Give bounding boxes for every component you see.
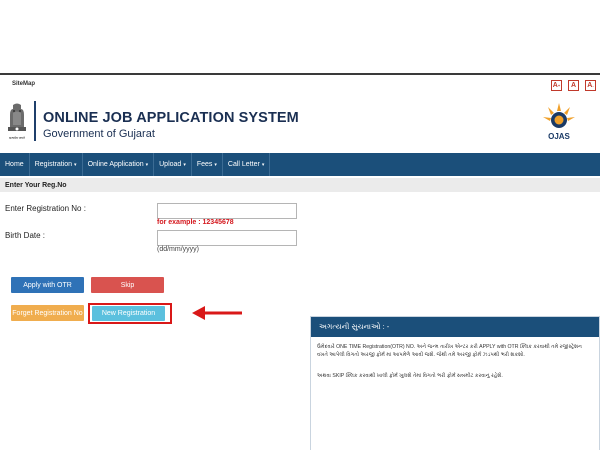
registration-no-label: Enter Registration No : [5, 204, 86, 213]
apply-with-otr-button[interactable]: Apply with OTR [11, 277, 84, 293]
national-emblem-icon [5, 101, 29, 145]
caret-down-icon: ▾ [261, 161, 265, 168]
font-decrease-sup: - [592, 82, 594, 88]
nav-call-letter[interactable] [223, 153, 270, 176]
top-border [0, 73, 600, 75]
nav-online-application-label: Online Application [87, 161, 144, 168]
font-normal-button[interactable] [568, 80, 579, 91]
font-normal-label: A [570, 82, 577, 89]
caret-down-icon: ▾ [214, 161, 217, 168]
notice-title: અગત્યની સુચનાઓ : - [311, 317, 599, 337]
main-navbar [0, 153, 600, 176]
nav-call-letter-label: Call Letter [227, 161, 260, 168]
nav-registration[interactable] [30, 153, 83, 176]
caret-down-icon: ▾ [74, 161, 77, 168]
site-subtitle: Government of Gujarat [43, 128, 155, 140]
nav-online-application[interactable] [83, 153, 155, 176]
nav-home-label: Home [5, 161, 24, 168]
font-size-controls [551, 80, 596, 91]
caret-down-icon: ▾ [145, 161, 149, 168]
new-registration-button[interactable]: New Registration [92, 306, 165, 321]
registration-example-text: for example : 12345678 [157, 219, 234, 226]
section-header: Enter Your Reg.No [0, 178, 600, 192]
forget-registration-button[interactable]: Forget Registration No [11, 305, 84, 321]
sitemap-link[interactable]: SiteMap [12, 81, 36, 87]
ojas-text: OJAS [548, 132, 570, 141]
registration-no-input[interactable] [157, 203, 297, 219]
nav-upload[interactable] [154, 153, 192, 176]
caret-down-icon: ▾ [183, 161, 186, 168]
arrow-left-icon [192, 306, 244, 320]
nav-registration-label: Registration [34, 161, 73, 168]
ojas-logo-icon [540, 101, 578, 143]
birth-date-label: Birth Date : [5, 231, 46, 240]
nav-fees-label: Fees [196, 161, 213, 168]
skip-button[interactable]: Skip [91, 277, 164, 293]
font-decrease-button[interactable] [585, 80, 596, 91]
notice-panel [310, 316, 600, 450]
notice-paragraph-1: ઉમેદવારે ONE TIME Registration(OTR) NO. અને જન્મ તારીખ એન્ટર કરી APPLY with OTR ક્લિક કરવાથી તમે રજીસ્ટ્રેશન વખતે આપેલી વિગતો અરજી ફોર્મ માં આપમેળે આવી જશે. જેથી તમે અરજી ફોર્મ ઝડપથી ભરી શકશો. [317, 344, 582, 358]
notice-paragraph-2: અથવા SKIP ક્લિક કરવાથી ખાલી ફોર્મ ખુલશે તેમાં વિગતો ભરી ફોર્મ સબમીટ કરવાનું રહેશે. [317, 373, 503, 379]
page-frame [0, 73, 600, 450]
nav-fees[interactable] [192, 153, 223, 176]
font-increase-label: A [552, 82, 558, 89]
site-title: ONLINE JOB APPLICATION SYSTEM [43, 110, 299, 126]
font-increase-sup: + [557, 82, 561, 88]
font-increase-button[interactable] [551, 80, 562, 91]
title-divider [34, 101, 36, 141]
emblem-caption: सत्यमेव जयते [9, 136, 25, 140]
birth-date-input[interactable] [157, 230, 297, 246]
date-format-hint: (dd/mm/yyyy) [157, 246, 199, 253]
nav-upload-label: Upload [159, 161, 182, 168]
font-decrease-label: A [587, 82, 593, 89]
nav-home[interactable] [0, 153, 30, 176]
